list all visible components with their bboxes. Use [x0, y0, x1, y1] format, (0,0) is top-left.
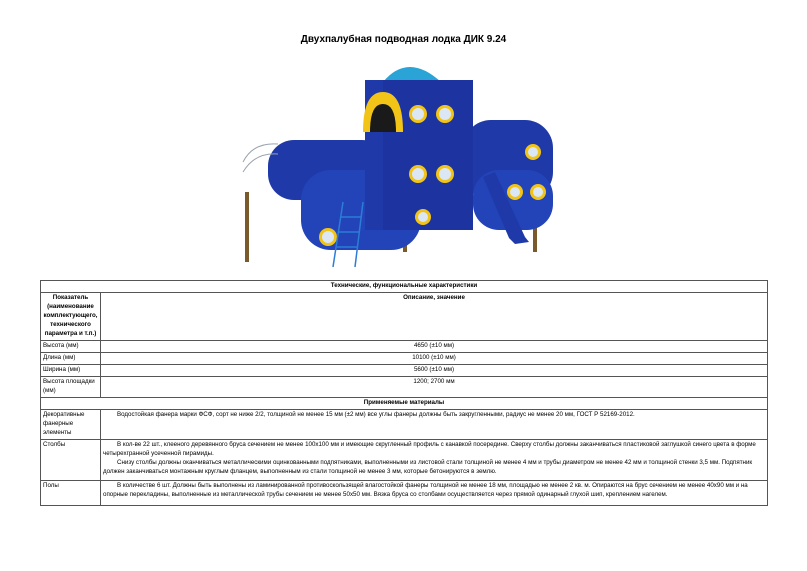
row-param: Высота площадки (мм) — [41, 376, 101, 397]
material-param: Столбы — [41, 439, 101, 480]
table-row — [41, 352, 768, 364]
row-value: 1200; 2700 мм — [101, 376, 768, 397]
material-text: В кол-ве 22 шт., клееного деревянного бруса сечением не менее 100х100 мм и имеющие скругленный профиль с канавкой посередине. Сверху столбы должны заканчиваться пластиковой заглушкой синего цвета в форме четырехгранной усеченной пирамиды. — [103, 440, 756, 457]
post — [245, 192, 249, 262]
column-header-value: Описание, значение — [101, 292, 768, 340]
row-value: 4650 (±10 мм) — [101, 340, 768, 352]
table-row — [41, 480, 768, 505]
section-header: Применяемые материалы — [41, 397, 768, 409]
table-row — [41, 409, 768, 439]
table-row — [41, 340, 768, 352]
material-text: В количестве 6 шт. Должны быть выполнены из ламинированной противоскользящей влагостойкой фанеры толщиной не менее 18 мм, площадью не менее 2 кв. м. Опираются на брус сечением не менее 40х90 мм и на опорные перекладины, выполненные из металлической трубы сечением не менее 50х50 мм. Вязка бруса со столбами осуществляется через прямой одинарный глухой шип, креплением нагелем. — [103, 481, 748, 498]
material-param: Декоративные фанерные элементы — [41, 409, 101, 439]
row-value: 10100 (±10 мм) — [101, 352, 768, 364]
table-row — [41, 364, 768, 376]
document-title: Двухпалубная подводная лодка ДИК 9.24 — [300, 34, 507, 45]
column-header-param: Показатель (наименование комплектующего, технического параметра и т.п.) — [41, 292, 101, 340]
row-param: Высота (мм) — [41, 340, 101, 352]
material-param: Полы — [41, 480, 101, 505]
row-value: 5600 (±10 мм) — [101, 364, 768, 376]
playground-illustration — [233, 52, 573, 277]
row-param: Длина (мм) — [41, 352, 101, 364]
spec-table — [40, 280, 768, 506]
table-row — [41, 376, 768, 397]
table-row — [41, 439, 768, 480]
section-header: Технические, функциональные характеристики — [41, 281, 768, 293]
row-param: Ширина (мм) — [41, 364, 101, 376]
material-text: Снизу столбы должны оканчиваться металлическими оцинкованными подпятниками, выполненными из листовой стали толщиной не менее 4 мм и трубы диаметром не менее 42 мм и толщиной стенки 3,5 мм. Подпятник должен заканчиваться монтажным круглым фланцем, выполненным из стали толщиной не менее 3 мм, которые бетонируются в землю. — [103, 458, 753, 475]
material-text: Водостойкая фанера марки ФСФ, сорт не ниже 2/2, толщиной не менее 15 мм (±2 мм) все углы фанеры должны быть закругленными, радиус не менее 20 мм, ГОСТ Р 52169-2012. — [117, 410, 635, 418]
